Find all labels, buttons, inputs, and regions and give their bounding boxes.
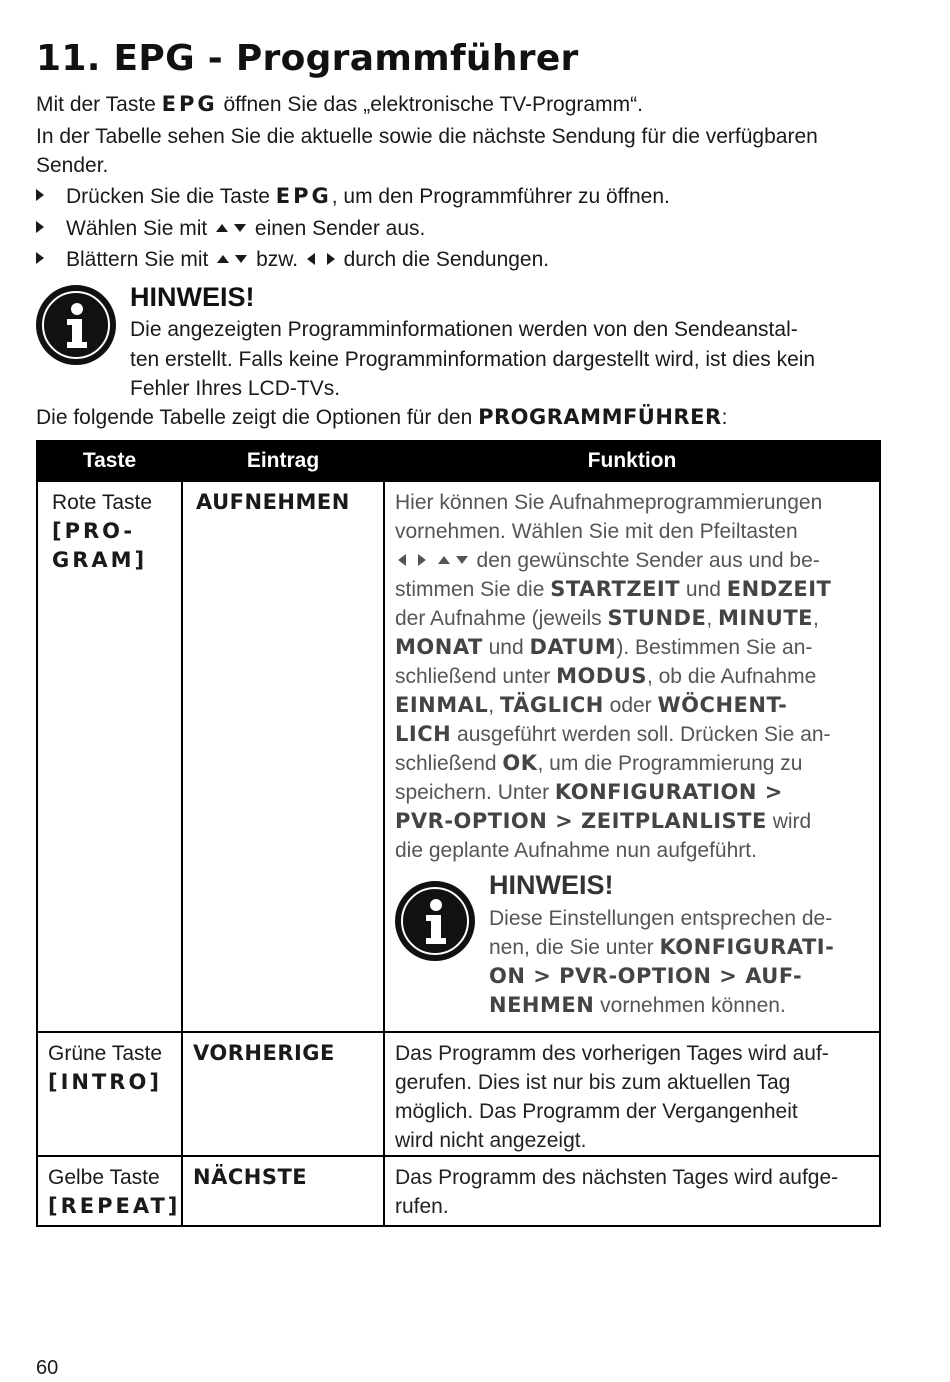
function-text: schließend [395,752,503,775]
function-text: , [813,607,819,630]
page-title: 11. EPG - Programmführer [36,38,579,79]
function-text: , ob die Aufnahme [646,665,817,688]
table-row [37,1032,880,1156]
function-text: schließend unter [395,665,557,688]
function-text: , [706,607,718,630]
step-text: Blättern Sie mit [66,248,215,271]
cell-entry [182,1156,384,1226]
function-keyword: ENDZEIT [726,577,832,601]
arrow-right-icon [327,253,335,265]
note-keyword: ON > PVR-OPTION > AUF- [489,964,803,988]
bullet-triangle-icon [36,252,44,264]
step-text: bzw. [250,248,304,271]
entry-label: AUFNEHMEN [196,490,350,514]
function-text: oder [603,694,658,717]
entry-label: VORHERIGE [193,1041,335,1065]
cell-function [384,481,880,1032]
function-line [395,807,871,836]
function-line: Das Programm des nächsten Tages wird aufge- [395,1166,839,1189]
table-intro-text: : [721,406,728,429]
intro-line-1 [36,90,643,119]
note-text [130,315,815,404]
cell-function [384,1156,880,1226]
column-header-taste: Taste [37,441,182,481]
arrow-up-icon [438,556,450,564]
function-text: den gewünschte Sender aus und be- [470,549,820,572]
key-code: GRAM] [52,548,148,572]
function-keyword: STUNDE [607,606,707,630]
epg-key-label: EPG [161,92,218,116]
note-line [489,962,834,991]
arrow-down-icon [456,556,468,564]
step-text: , um den Programmführer zu öffnen. [331,185,670,208]
note-line: Diese Einstellungen entsprechen de- [489,907,833,930]
function-text: speichern. Unter [395,781,555,804]
step-3 [36,245,549,274]
info-icon [395,881,475,961]
column-header-eintrag: Eintrag [182,441,384,481]
function-keyword: MINUTE [717,606,813,630]
function-line [395,691,871,720]
entry-label: NÄCHSTE [193,1165,308,1189]
cell-key [37,1156,182,1226]
function-text: ). Bestimmen Sie an- [616,636,813,659]
function-text: und [482,636,530,659]
function-keyword: PVR-OPTION > ZEITPLANLISTE [395,809,767,833]
arrow-down-icon [234,224,246,232]
note-text-part: vornehmen können. [594,994,786,1017]
table-row [37,1156,880,1226]
note-title: HINWEIS! [130,282,255,312]
bullet-triangle-icon [36,189,44,201]
function-line: rufen. [395,1195,449,1218]
function-line [395,604,871,633]
function-text: , [488,694,500,717]
function-text: stimmen Sie die [395,578,551,601]
table-intro-text: Die folgende Tabelle zeigt die Optionen für den [36,406,479,429]
note-line: Fehler Ihres LCD-TVs. [130,377,341,400]
function-keyword: WÖCHENT- [657,693,788,717]
cell-entry [182,1032,384,1156]
inner-note [395,871,871,1031]
note-keyword: KONFIGURATI- [659,935,835,959]
cell-key [37,1032,182,1156]
key-name: Rote Taste [52,491,153,514]
note-text [489,904,834,1020]
intro-line-2: In der Tabelle sehen Sie die aktuelle sowie die nächste Sendung für die verfügbaren [36,125,818,148]
arrow-left-icon [398,554,406,566]
function-keyword: MODUS [556,664,647,688]
function-line [395,633,871,662]
note-line [489,991,834,1020]
intro-text: Mit der Taste [36,93,162,116]
note-text-part: nen, die Sie unter [489,936,660,959]
function-line [395,778,871,807]
cell-key [37,481,182,1032]
function-keyword: STARTZEIT [550,577,681,601]
info-icon [36,285,116,365]
table-intro [36,403,727,432]
step-text: Drücken Sie die Taste [66,185,276,208]
options-table [36,440,881,1227]
epg-key-label: EPG [275,184,332,208]
key-name: Grüne Taste [48,1042,163,1065]
function-keyword: LICH [395,722,452,746]
function-text: ausgeführt werden soll. Drücken Sie an- [451,723,831,746]
function-keyword: OK [502,751,538,775]
note-title: HINWEIS! [489,870,614,900]
step-text: durch die Sendungen. [337,248,550,271]
function-text: und [680,578,727,601]
function-keyword: MONAT [395,635,483,659]
key-code: [PRO- [52,519,136,543]
function-text: der Aufnahme (jeweils [395,607,608,630]
intro-line-3: Sender. [36,154,109,177]
function-line: gerufen. Dies ist nur bis zum aktuellen Tag [395,1071,791,1094]
step-text: einen Sender aus. [249,217,426,240]
note-line [489,933,834,962]
function-text: wird [766,810,812,833]
note-keyword: NEHMEN [489,993,595,1017]
function-line: Das Programm des vorherigen Tages wird auf- [395,1042,829,1065]
function-line: möglich. Das Programm der Vergangenheit [395,1100,798,1123]
function-line [395,720,871,749]
step-1 [36,182,670,211]
step-text: Wählen Sie mit [66,217,214,240]
column-header-funktion: Funktion [384,441,880,481]
function-line: wird nicht angezeigt. [395,1129,587,1152]
programmfuehrer-label: PROGRAMMFÜHRER [478,405,722,429]
intro-text: öffnen Sie das „elektronische TV-Programm“. [217,93,643,116]
function-line: die geplante Aufnahme nun aufgeführt. [395,839,757,862]
page-number: 60 [36,1357,59,1379]
function-line [395,575,871,604]
bullet-triangle-icon [36,221,44,233]
function-keyword: TÄGLICH [499,693,604,717]
function-line [395,662,871,691]
key-name: Gelbe Taste [48,1166,160,1189]
table-row [37,481,880,1032]
function-keyword: EINMAL [395,693,489,717]
function-line: Hier können Sie Aufnahmeprogrammierungen [395,491,823,514]
key-code: [INTRO] [48,1070,162,1094]
note-line: ten erstellt. Falls keine Programminformation dargestellt wird, ist dies kein [130,347,816,371]
arrow-up-icon [216,224,228,232]
step-2 [36,214,425,243]
function-text: , um die Programmierung zu [537,752,803,775]
note-line: Die angezeigten Programminformationen werden von den Sendeanstal- [130,318,798,341]
arrow-right-icon [418,554,426,566]
function-line [395,749,871,778]
arrow-down-icon [235,255,247,263]
function-keyword: DATUM [529,635,617,659]
cell-entry [182,481,384,1032]
arrow-left-icon [307,253,315,265]
key-code: [REPEAT] [48,1194,181,1218]
function-line: vornehmen. Wählen Sie mit den Pfeiltasten [395,520,798,543]
arrow-up-icon [217,255,229,263]
function-keyword: KONFIGURATION > [554,780,783,804]
table-header-row [37,441,880,481]
cell-function [384,1032,880,1156]
function-line [395,546,871,575]
